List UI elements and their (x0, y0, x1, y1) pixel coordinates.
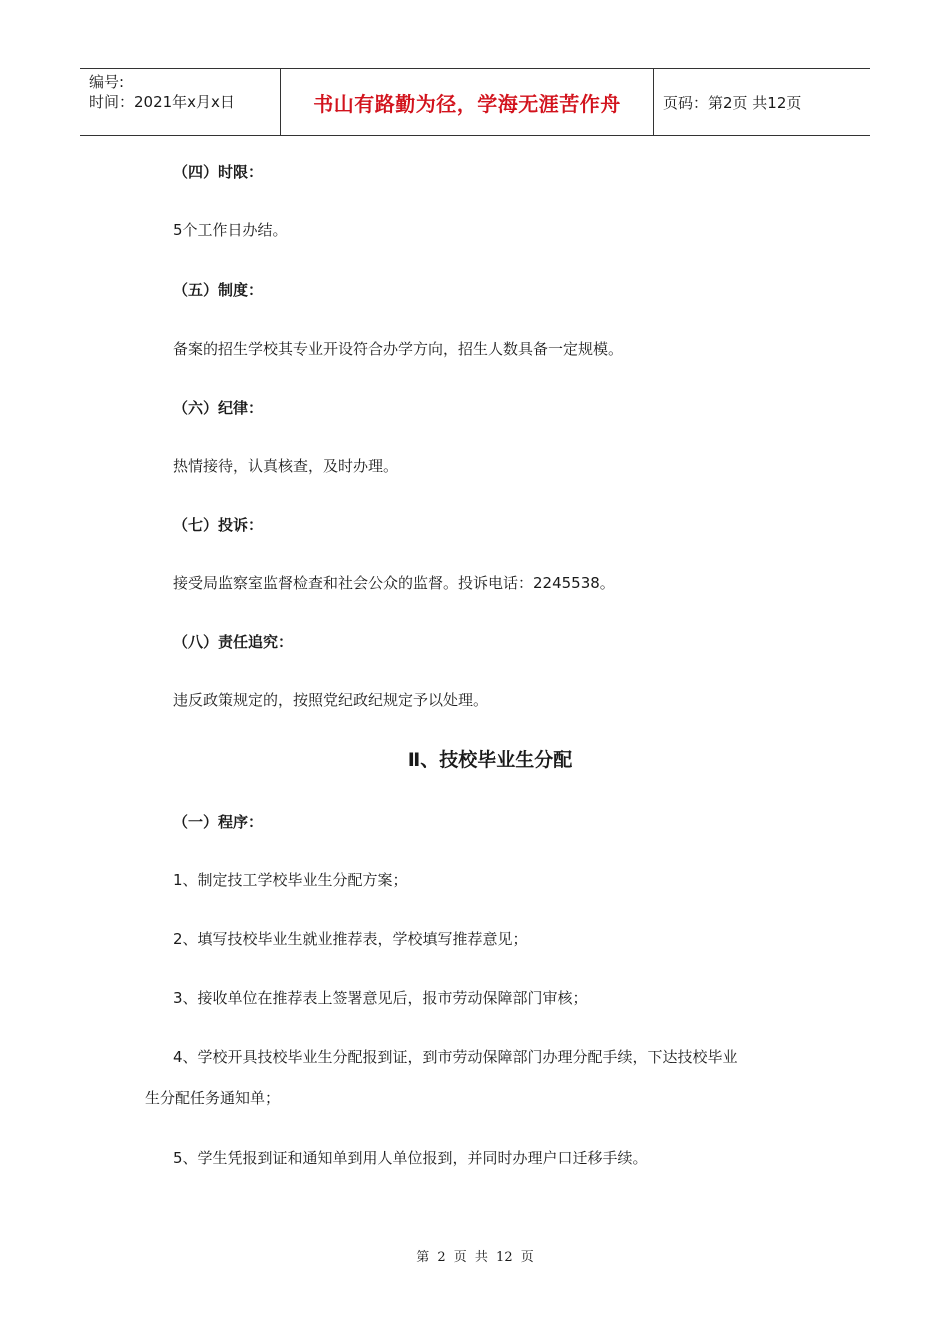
procedure-step-5: 5、学生凭报到证和通知单到用人单位报到，并同时办理户口迁移手续。 (173, 1149, 648, 1167)
paragraph-complaint: 接受局监察室监督检查和社会公众的监督。投诉电话：2245538。 (173, 574, 615, 592)
procedure-step-4-continued: 生分配任务通知单； (145, 1089, 281, 1107)
heading-time-limit: （四）时限： (173, 163, 264, 181)
heading-accountability: （八）责任追究： (173, 633, 294, 651)
heading-complaint: （七）投诉： (173, 516, 264, 534)
paragraph-discipline: 热情接待，认真核查，及时办理。 (173, 457, 399, 475)
header-motto: 书山有路勤为径，学海无涯苦作舟 (281, 69, 654, 135)
page-footer: 第 2 页 共 12 页 (416, 1250, 534, 1265)
section-title: Ⅱ、技校毕业生分配 (407, 749, 573, 771)
page-header (80, 68, 870, 136)
procedure-step-1: 1、制定技工学校毕业生分配方案； (173, 871, 408, 889)
paragraph-time-limit: 5个工作日办结。 (173, 221, 288, 239)
paragraph-system: 备案的招生学校其专业开设符合办学方向，招生人数具备一定规模。 (173, 340, 624, 358)
header-meta (80, 69, 281, 135)
heading-system: （五）制度： (173, 281, 264, 299)
procedure-step-2: 2、填写技校毕业生就业推荐表，学校填写推荐意见； (173, 930, 528, 948)
header-page-number: 页码：第2页 共12页 (663, 93, 802, 112)
document-date-label: 时间：2021年x月x日 (89, 93, 235, 111)
document-number-label: 编号: (89, 73, 125, 91)
heading-procedure: （一）程序： (173, 813, 264, 831)
procedure-step-4: 4、学校开具技校毕业生分配报到证，到市劳动保障部门办理分配手续，下达技校毕业 (173, 1048, 738, 1066)
heading-discipline: （六）纪律： (173, 399, 264, 417)
paragraph-accountability: 违反政策规定的，按照党纪政纪规定予以处理。 (173, 691, 489, 709)
procedure-step-3: 3、接收单位在推荐表上签署意见后，报市劳动保障部门审核； (173, 989, 588, 1007)
